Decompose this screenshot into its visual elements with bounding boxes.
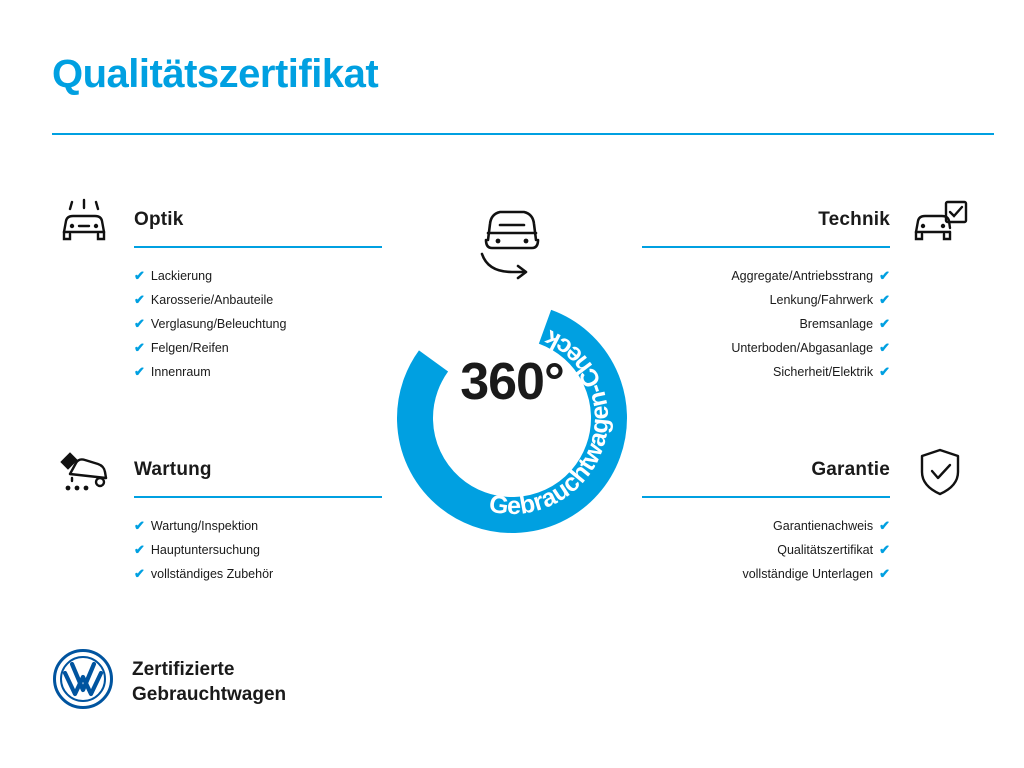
title-divider (52, 133, 994, 135)
list-item-label: Verglasung/Beleuchtung (150, 317, 287, 331)
list-item (642, 562, 890, 586)
car-front-shine-icon (52, 198, 124, 246)
shield-check-icon (900, 448, 972, 496)
section-wartung (52, 450, 382, 586)
check-icon: ✔ (879, 340, 890, 355)
car-lift-icon (52, 448, 124, 496)
list-item-label: Felgen/Reifen (150, 341, 229, 355)
check-icon: ✔ (879, 542, 890, 557)
list-item-label: Garantienachweis (773, 519, 874, 533)
list-item-label: vollständige Unterlagen (742, 567, 874, 581)
list-item (642, 336, 890, 360)
list-item (642, 360, 890, 384)
list-item-label: Karosserie/Anbauteile (150, 293, 274, 307)
check-icon: ✔ (134, 542, 145, 557)
section-wartung-title: Wartung (134, 459, 212, 480)
section-garantie-header (642, 450, 972, 502)
section-technik-rule (642, 246, 890, 248)
check-icon: ✔ (134, 316, 145, 331)
list-item-label: vollständiges Zubehör (150, 567, 274, 581)
vw-logo-icon (52, 648, 114, 715)
list-item-label: Lackierung (150, 269, 213, 283)
section-wartung-header (52, 450, 382, 502)
list-item (134, 538, 382, 562)
section-technik-header (642, 200, 972, 252)
check-icon: ✔ (134, 364, 145, 379)
list-item (134, 562, 382, 586)
section-wartung-list (52, 514, 382, 586)
ring-curved-label: Gebrauchtwagen-Check (487, 324, 615, 521)
list-item (642, 288, 890, 312)
list-item (134, 312, 382, 336)
list-item (134, 360, 382, 384)
section-technik-list (642, 264, 972, 384)
check-icon: ✔ (134, 566, 145, 581)
check-icon: ✔ (879, 292, 890, 307)
list-item (642, 312, 890, 336)
list-item-label: Lenkung/Fahrwerk (769, 293, 874, 307)
check-icon: ✔ (879, 518, 890, 533)
check-icon: ✔ (879, 316, 890, 331)
section-garantie-rule (642, 496, 890, 498)
list-item-label: Aggregate/Antriebsstrang (731, 269, 874, 283)
section-optik-rule (134, 246, 382, 248)
footer-text (132, 657, 286, 707)
check-icon: ✔ (879, 364, 890, 379)
list-item (642, 264, 890, 288)
section-garantie (642, 450, 972, 586)
check-icon: ✔ (134, 292, 145, 307)
page-title: Qualitätszertifikat (52, 52, 379, 96)
right-column (642, 200, 972, 586)
section-wartung-rule (134, 496, 382, 498)
check-icon: ✔ (879, 566, 890, 581)
degrees-label: 360° (460, 353, 564, 411)
section-garantie-list (642, 514, 972, 586)
check-ring (386, 292, 638, 544)
section-technik-title: Technik (818, 209, 890, 230)
list-item-label: Sicherheit/Elektrik (773, 365, 874, 379)
footer-line-1: Zertifizierte (132, 658, 235, 680)
list-item (134, 336, 382, 360)
list-item (642, 514, 890, 538)
left-column (52, 200, 382, 586)
list-item (134, 264, 382, 288)
list-item-label: Hauptuntersuchung (150, 543, 261, 557)
check-icon: ✔ (134, 268, 145, 283)
list-item (134, 288, 382, 312)
section-optik (52, 200, 382, 384)
list-item-label: Wartung/Inspektion (150, 519, 259, 533)
list-item (134, 514, 382, 538)
section-optik-list (52, 264, 382, 384)
check-icon: ✔ (134, 340, 145, 355)
list-item (642, 538, 890, 562)
list-item-label: Innenraum (150, 365, 211, 379)
list-item-label: Unterboden/Abgasanlage (731, 341, 874, 355)
car-checklist-icon (900, 198, 972, 246)
check-icon: ✔ (134, 518, 145, 533)
footer-brand (52, 648, 286, 715)
list-item-label: Qualitätszertifikat (777, 543, 874, 557)
section-technik (642, 200, 972, 384)
check-icon: ✔ (879, 268, 890, 283)
section-optik-header (52, 200, 382, 252)
center-badge (374, 196, 650, 521)
section-optik-title: Optik (134, 209, 184, 230)
list-item-label: Bremsanlage (799, 317, 874, 331)
section-garantie-title: Garantie (811, 459, 890, 480)
footer-line-2: Gebrauchtwagen (132, 683, 287, 705)
car-rotate-icon (452, 196, 572, 293)
